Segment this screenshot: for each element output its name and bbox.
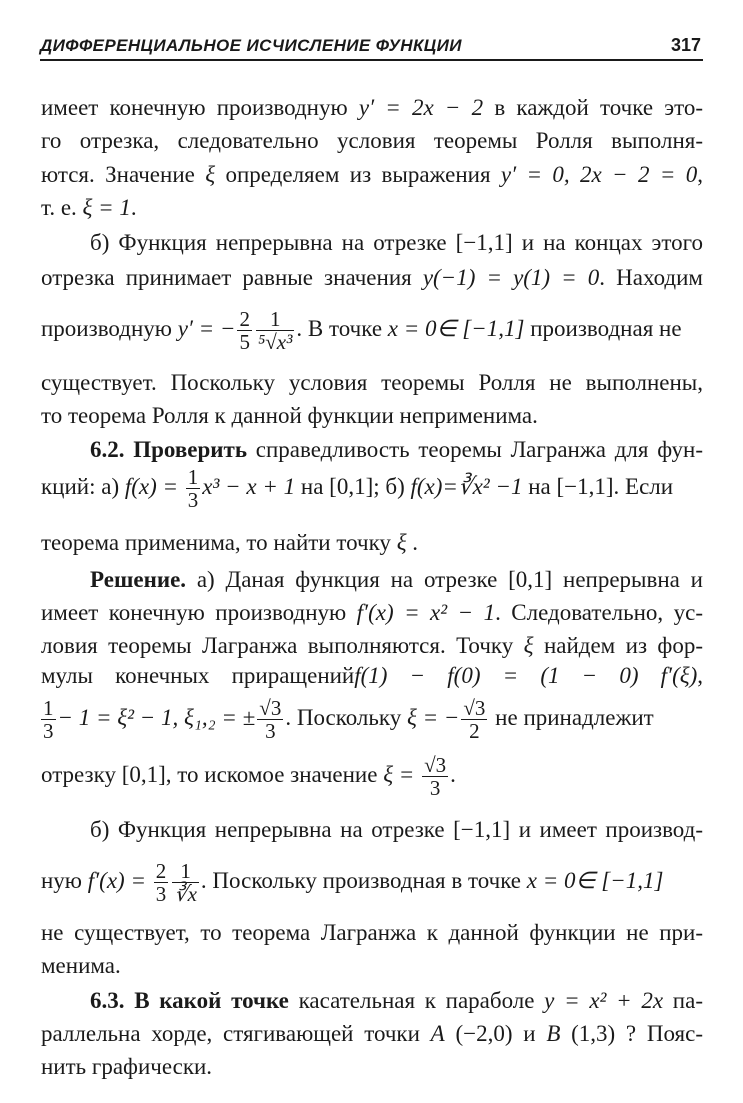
text-line (90, 568, 703, 591)
formula: y′ = 0, 2x − 2 = 0 (500, 162, 698, 187)
numerator: √3 (463, 696, 486, 720)
text-line (41, 634, 703, 657)
text: производную (41, 315, 178, 341)
formula-line (41, 860, 703, 905)
text: кций: а) (41, 473, 125, 499)
text: теорема применима, то найти точку (41, 530, 397, 555)
text: существует. Поскольку условия теоремы Ролля не выполнены, (41, 370, 703, 395)
formula: y′ = − (177, 315, 236, 341)
numerator: √3 (259, 696, 282, 720)
formula: B (546, 1021, 561, 1046)
formula: y(−1) = y(1) = 0 (422, 265, 600, 290)
text: на [0,1]; б) (295, 473, 411, 499)
denominator: 5 (239, 330, 250, 355)
text: мулы конечных приращений (41, 663, 355, 688)
text: . (130, 195, 137, 220)
text-line (41, 531, 703, 554)
numerator: 1 (187, 465, 199, 489)
text-line (41, 96, 703, 119)
text-line (41, 404, 703, 427)
fraction (237, 308, 252, 353)
numerator: √3 (424, 753, 447, 777)
numerator: 1 (43, 696, 54, 720)
numerator: 2 (239, 307, 250, 331)
text: нить графически. (41, 1054, 213, 1079)
numerator: 1 (269, 307, 281, 331)
text-line (90, 438, 703, 461)
text: . (450, 761, 456, 787)
denominator: 3 (155, 882, 167, 907)
formula-line (41, 308, 703, 353)
text: . (406, 530, 419, 555)
fraction (41, 697, 56, 742)
text-line (41, 1022, 703, 1045)
text: справедливость теоремы Лагранжа для фун- (247, 437, 703, 462)
text: найдем из фор- (533, 633, 703, 658)
formula: ξ = (383, 761, 421, 787)
text: на [−1,1]. Если (522, 473, 674, 499)
formula: f(1) − f(0) = (1 − 0) f′(ξ) (354, 663, 698, 688)
text: раллельна хорде, стягивающей точки (41, 1021, 431, 1046)
text: определяем из выражения (215, 162, 501, 187)
formula: f(x) = (124, 473, 184, 499)
text: не принадлежит (489, 704, 654, 730)
text: ? Пояс- (615, 1021, 703, 1046)
formula: A (430, 1021, 445, 1046)
formula: (1,3) (560, 1021, 616, 1046)
text: б) Функция непрерывна на отрезке [−1,1] и на концах этого (90, 230, 703, 255)
formula: f′(x) = (87, 867, 152, 893)
formula: x = 0∈ [−1,1] (526, 867, 664, 893)
text: отрезку [0,1], то искомое значение (41, 761, 384, 787)
formula: y′ = 2x − 2 (358, 95, 484, 120)
text: менима. (41, 953, 121, 978)
text: ловия теоремы Лагранжа выполняются. Точку (41, 633, 524, 658)
formula: ξ (523, 633, 534, 658)
text: в каждой точке это- (483, 95, 703, 120)
formula: ξ (396, 530, 407, 555)
text: т. е. (41, 195, 83, 220)
denominator: 3 (187, 488, 199, 513)
header-title: ДИФФЕРЕНЦИАЛЬНОЕ ИСЧИСЛЕНИЕ ФУНКЦИИ (40, 36, 462, 55)
text-line (41, 664, 703, 687)
formula-line (41, 466, 703, 511)
formula: f′(x) = x² − 1 (356, 600, 496, 625)
text: то теорема Ролля к данной функции неприменима. (41, 403, 538, 428)
formula: y = x² + 2x (544, 988, 664, 1013)
denominator: 3 (422, 776, 448, 799)
text: . Следовательно, ус- (495, 600, 704, 625)
formula: x³ − x + 1 (202, 473, 296, 499)
text-line (41, 601, 703, 624)
formula: ξ = − (407, 704, 460, 730)
text: , (697, 663, 703, 688)
fraction (256, 308, 294, 353)
text: а) Даная функция на отрезке [0,1] непрерывна и (186, 567, 703, 592)
text-line (90, 818, 703, 841)
formula: f(x)=∛x² −1 (410, 473, 523, 499)
formula: − 1 = ξ² − 1, ξ₁,₂ = ± (57, 704, 256, 730)
text: имеет конечную производную (41, 95, 359, 120)
text: ную (41, 867, 88, 893)
problem-number: 6.2. Проверить (90, 437, 247, 462)
fraction (257, 697, 283, 742)
text-line (41, 196, 703, 219)
text-line (41, 163, 703, 186)
fraction (154, 860, 169, 905)
text-line (41, 266, 703, 289)
fraction (172, 860, 199, 905)
numerator: 2 (155, 859, 167, 883)
text: касательная к параболе (288, 988, 545, 1013)
formula: ξ = 1 (82, 195, 131, 220)
formula-line (41, 754, 703, 799)
text: . Поскольку производная в точке (200, 867, 527, 893)
formula: x = 0∈ [−1,1] (387, 315, 525, 341)
text: производная не (524, 315, 682, 341)
text-line (41, 921, 703, 944)
text: ются. Значение (41, 162, 206, 187)
denominator: 3 (257, 719, 283, 742)
denominator: ∛x (174, 882, 197, 907)
fraction (186, 466, 201, 511)
text: па- (663, 988, 703, 1013)
text-line (90, 231, 703, 254)
numerator: 1 (180, 859, 191, 883)
text-line (41, 129, 703, 152)
fraction (422, 754, 448, 799)
solution-label: Решение. (90, 567, 187, 592)
text-line (41, 371, 703, 394)
text: , (697, 162, 703, 187)
text: . Поскольку (285, 704, 407, 730)
formula: ξ (205, 162, 216, 187)
text-line (90, 989, 703, 1012)
text: имеет конечную производную (41, 600, 357, 625)
text-line (41, 1055, 703, 1078)
fraction (461, 697, 487, 742)
text: го отрезка, следовательно условия теоремы Ролля выполня- (41, 128, 703, 153)
text-line (41, 954, 703, 977)
text: . Находим (599, 265, 703, 290)
text: . В точке (296, 315, 388, 341)
problem-number: 6.3. В какой точке (90, 988, 289, 1013)
denominator: ⁵√x³ (257, 330, 293, 355)
text: б) Функция непрерывна на отрезке [−1,1] и имеет производ- (90, 817, 703, 842)
text: отрезка принимает равные значения (41, 265, 423, 290)
running-header (40, 33, 703, 61)
text: не существует, то теорема Лагранжа к данной функции не при- (41, 920, 703, 945)
formula: (−2,0) и (444, 1021, 547, 1046)
denominator: 2 (461, 719, 487, 742)
page-number: 317 (670, 35, 701, 55)
denominator: 3 (43, 719, 54, 744)
formula-line (41, 697, 703, 742)
